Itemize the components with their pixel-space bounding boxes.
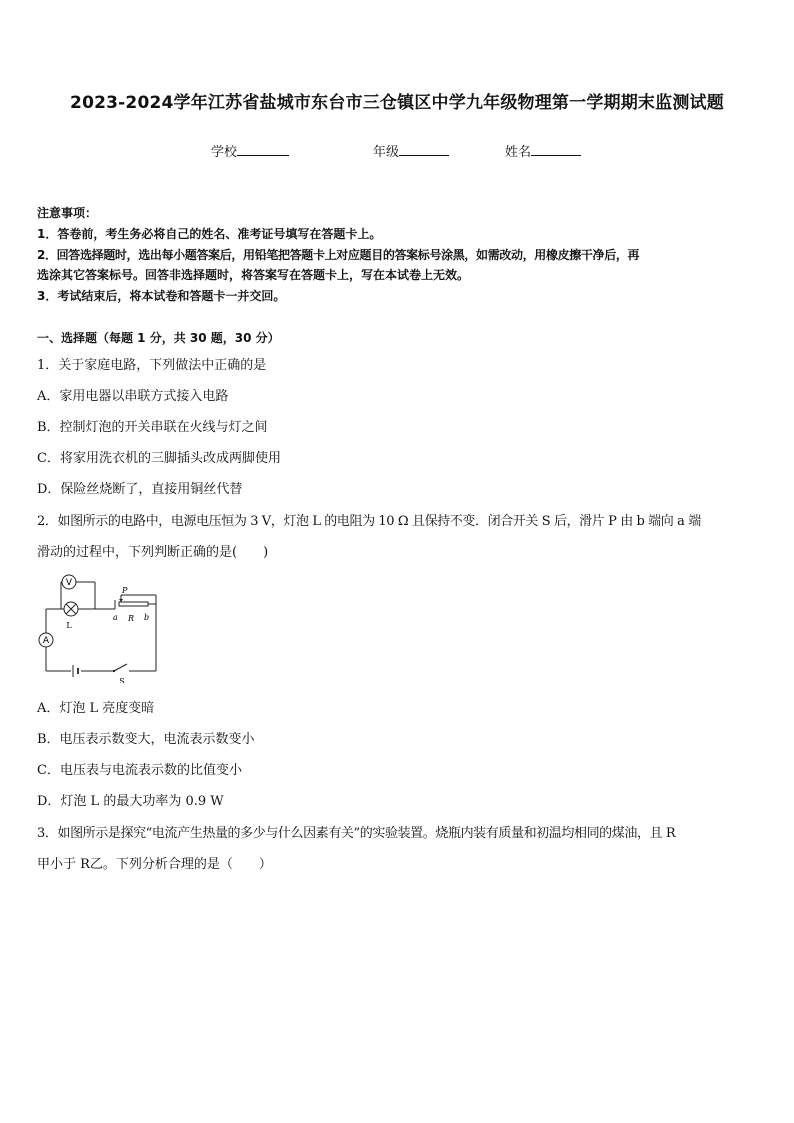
grade-label: 年级 (373, 145, 400, 160)
lamp-label: L (66, 621, 72, 630)
q1-option-b: B．控制灯泡的开关串联在火线与灯之间 (37, 420, 268, 435)
rheostat-resistor (119, 602, 148, 606)
school-label: 学校 (211, 145, 238, 160)
page-title: 2023-2024学年江苏省盐城市东台市三仓镇区中学九年级物理第一学期期末监测试题 (70, 93, 724, 113)
name-field (505, 141, 581, 160)
q1-option-d: D．保险丝烧断了，直接用铜丝代替 (37, 482, 243, 497)
notice-item-2-cont: 选涂其它答案标号。回答非选择题时，将答案写在答题卡上，写在本试卷上无效。 (37, 268, 470, 282)
q2-stem-line1: 2．如图所示的电路中，电源电压恒为 3 V，灯泡 L 的电阻为 10 Ω 且保持不变．闭合开关 S 后，滑片 P 由 b 端向 a 端 (37, 514, 701, 529)
q2-option-d: D．灯泡 L 的最大功率为 0.9 W (37, 794, 224, 809)
end-a-label: a (113, 613, 118, 622)
section-heading: 一、选择题（每题 1 分，共 30 题，30 分） (37, 331, 280, 345)
q3-stem-line1: 3．如图所示是探究“电流产生热量的多少与什么因素有关”的实验装置。烧瓶内装有质量和初温均相同的煤油，且 R (37, 826, 676, 841)
resistor-label: R (128, 614, 135, 623)
voltmeter-label: V (65, 578, 73, 588)
q1-option-a: A．家用电器以串联方式接入电路 (37, 389, 229, 404)
q2-option-c: C．电压表与电流表示数的比值变小 (37, 763, 242, 778)
end-b-label: b (144, 613, 150, 622)
name-label: 姓名 (505, 145, 532, 160)
q1-option-c: C．将家用洗衣机的三脚插头改成两脚使用 (37, 451, 281, 466)
notice-item-1: 1．答卷前，考生务必将自己的姓名、准考证号填写在答题卡上。 (37, 227, 382, 241)
switch-label: S (119, 677, 125, 683)
ammeter-label: A (42, 636, 50, 646)
grade-field (373, 141, 449, 160)
school-blank[interactable] (237, 143, 289, 156)
q2-stem-line2: 滑动的过程中，下列判断正确的是( ) (37, 545, 269, 560)
circuit-diagram (33, 573, 163, 683)
name-blank[interactable] (531, 143, 581, 156)
notice-item-2: 2．回答选择题时，选出每小题答案后，用铅笔把答题卡上对应题目的答案标号涂黑，如需改动，用橡皮擦干净后，再 (37, 248, 640, 262)
notice-item-3: 3．考试结束后，将本试卷和答题卡一并交回。 (37, 289, 286, 303)
notice-heading: 注意事项： (37, 206, 98, 220)
q3-stem-line2: 甲小于 R乙。下列分析合理的是（ ） (37, 857, 272, 872)
school-field (211, 141, 289, 160)
q1-stem: 1．关于家庭电路，下列做法中正确的是 (37, 358, 267, 373)
q2-option-a: A．灯泡 L 亮度变暗 (37, 701, 155, 716)
grade-blank[interactable] (399, 143, 449, 156)
slider-label: P (122, 586, 128, 595)
q2-option-b: B．电压表示数变大，电流表示数变小 (37, 732, 255, 747)
